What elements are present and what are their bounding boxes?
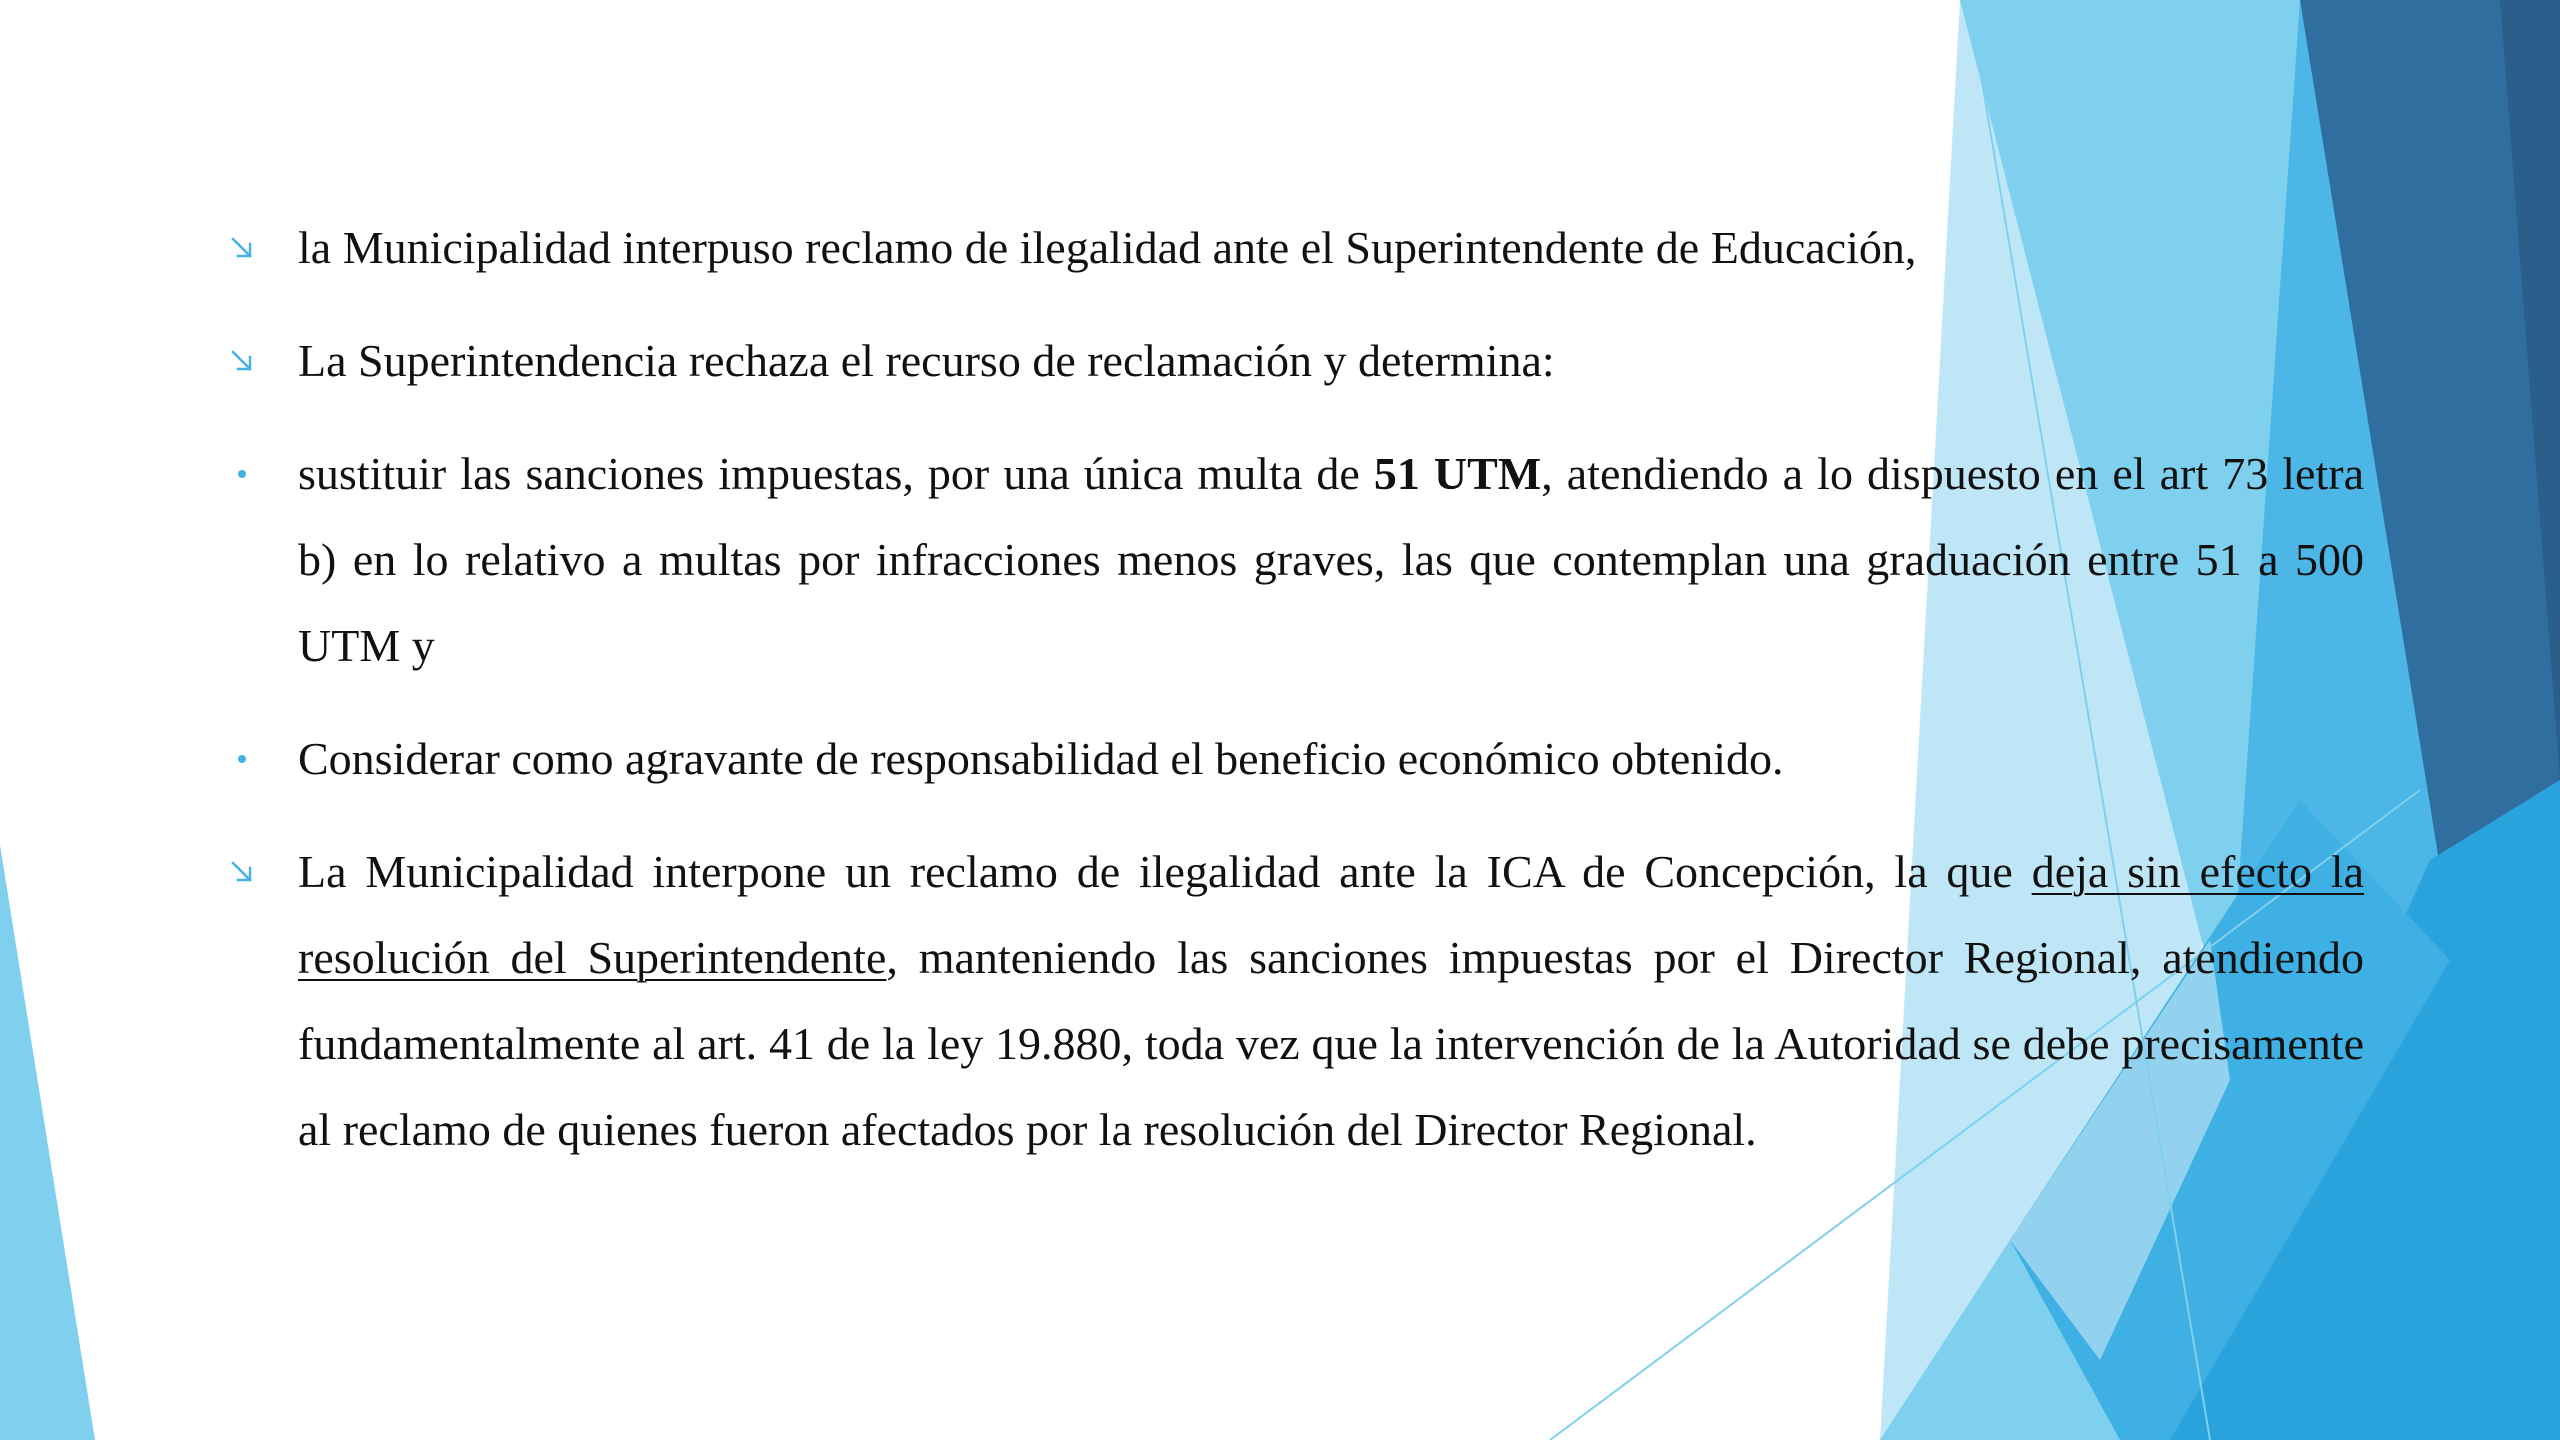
bullet-text: la Municipalidad interpuso reclamo de ilegalidad ante el Superintendente de Educación, [298, 222, 1917, 273]
arrow-down-right-icon [222, 829, 262, 915]
dot-bullet-icon [222, 716, 262, 802]
dot-bullet-icon [222, 431, 262, 517]
bullet-item [222, 318, 2364, 404]
bullet-underlined-text: deja sin efecto la resolución del Superintendente [298, 846, 2364, 983]
left-accent-shape [0, 845, 95, 1440]
bullet-item [222, 205, 2364, 291]
bullet-item [222, 716, 2364, 802]
arrow-down-right-icon [222, 205, 262, 291]
bullet-text: La Superintendencia rechaza el recurso de reclamación y determina: [298, 335, 1555, 386]
bullet-item [222, 829, 2364, 1173]
arrow-down-right-icon [222, 318, 262, 404]
bullet-text: La Municipalidad interpone un reclamo de ilegalidad ante la ICA de Concepción, la que [298, 846, 2032, 897]
bullet-bold-text: 51 UTM [1373, 448, 1542, 499]
slide-body [222, 205, 2364, 1200]
bullet-text: , manteniendo las sanciones impuestas por el Director Regional, atendiendo fundamentalmente al art. 41 de la ley 19.880, toda vez que la intervención de la Autoridad se debe precisamente al reclamo de quienes fueron afectados por la resolución del Director Regional. [298, 932, 2364, 1155]
bullet-text: Considerar como agravante de responsabilidad el beneficio económico obtenido. [298, 733, 1784, 784]
bullet-item [222, 431, 2364, 689]
bullet-text: , atendiendo a lo dispuesto en el art 73 letra b) en lo relativo a multas por infracciones menos graves, las que contemplan una graduación entre 51 a 500 UTM y [298, 448, 2364, 671]
bullet-text: sustituir las sanciones impuestas, por una única multa de [298, 448, 1374, 499]
